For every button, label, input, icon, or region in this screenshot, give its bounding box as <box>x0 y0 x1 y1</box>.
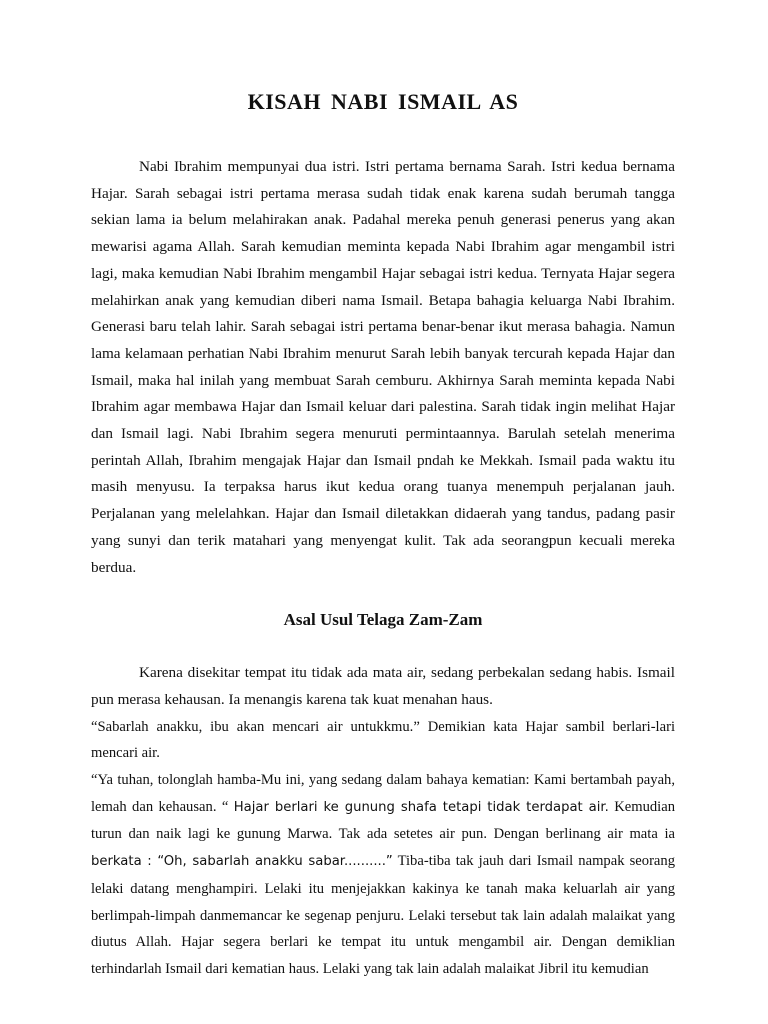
paragraph-run-prayer: “Ya tuhan, tolonglah hamba-Mu ini, yang sedang dalam bahaya kematian: Kami bertambah payah, lemah dan kehausan. “ <box>91 772 675 815</box>
paragraph-intro: Nabi Ibrahim mempunyai dua istri. Istri pertama bernama Sarah. Istri kedua bernama Hajar. Sarah sebagai istri pertama merasa sudah tidak enak karena sudah berumah tangga sekian lama ia belum melahirakan anak. Padahal mereka penuh generasi penerus yang akan mewarisi agama Allah. Sarah kemudian meminta kepada Nabi Ibrahim agar mengambil istri lagi, maka kemudian Nabi Ibrahim mengambil Hajar sebagai istri kedua. Ternyata Hajar segera melahirkan anak yang kemudian diberi nama Ismail. Betapa bahagia keluarga Nabi Ibrahim. Generasi baru telah lahir. Sarah sebagai istri pertama benar-benar ikut merasa bahagia. Namun lama kelamaan perhatian Nabi Ibrahim menurut Sarah lebih banyak tercurah kepada Hajar dan Ismail, maka hal inilah yang membuat Sarah cemburu. Akhirnya Sarah meminta kepada Nabi Ibrahim agar membawa Hajar dan Ismail keluar dari palestina. Sarah tidak ingin melihat Hajar dan Ismail lagi. Nabi Ibrahim segera menuruti permintaannya. Barulah setelah menerima perintah Allah, Ibrahim mengajak Hajar dan Ismail pndah ke Mekkah. Ismail pada waktu itu masih menyusu. Ia terpaksa harus ikut kedua orang tuanya menempuh perjalanan jauh. Perjalanan yang melelahkan. Hajar dan Ismail diletakkan didaerah yang tandus, padang pasir yang sunyi dan terik matahari yang menyengat kulit. Tak ada seorangpun kecuali mereka berdua. <box>91 158 675 576</box>
paragraph-run-shafa: Hajar berlari ke gunung shafa tetapi tidak terdapat air. <box>233 799 609 815</box>
paragraph-zamzam-3 <box>91 767 675 983</box>
paragraph-run-marwa: Kemudian turun dan naik lagi ke gunung Marwa. Tak ada setetes air pun. Dengan berlinang air mata ia <box>91 798 675 843</box>
paragraph-run-berkata: berkata : “Oh, sabarlah anakku sabar..........” <box>91 854 393 870</box>
paragraph-zamzam-2: “Sabarlah anakku, ibu akan mencari air untukkmu.” Demikian kata Hajar sambil berlari-lari mencari air. <box>91 718 675 762</box>
paragraph-zamzam-1: Karena disekitar tempat itu tidak ada mata air, sedang perbekalan sedang habis. Ismail pun merasa kehausan. Ia menangis karena tak kuat menahan haus. <box>91 664 675 708</box>
section-heading-zamzam: Asal Usul Telaga Zam-Zam <box>283 610 483 630</box>
paragraph-run-angel: Tiba-tiba tak jauh dari Ismail nampak seorang lelaki datang menghampiri. Lelaki itu menjejakkan kakinya ke tanah maka keluarlah air yang berlimpah-limpah danmemancar ke segenap penjuru. Lelaki tersebut tak lain adalah malaikat yang diutus Allah. Hajar segera berlari ke tempat itu untuk mengambil air. Dengan demiklian terhindarlah Ismail dari kematian haus. Lelaki yang tak lain adalah malaikat Jibril itu kemudian <box>91 853 676 977</box>
document-title: KISAH NABI ISMAIL AS <box>247 89 519 114</box>
